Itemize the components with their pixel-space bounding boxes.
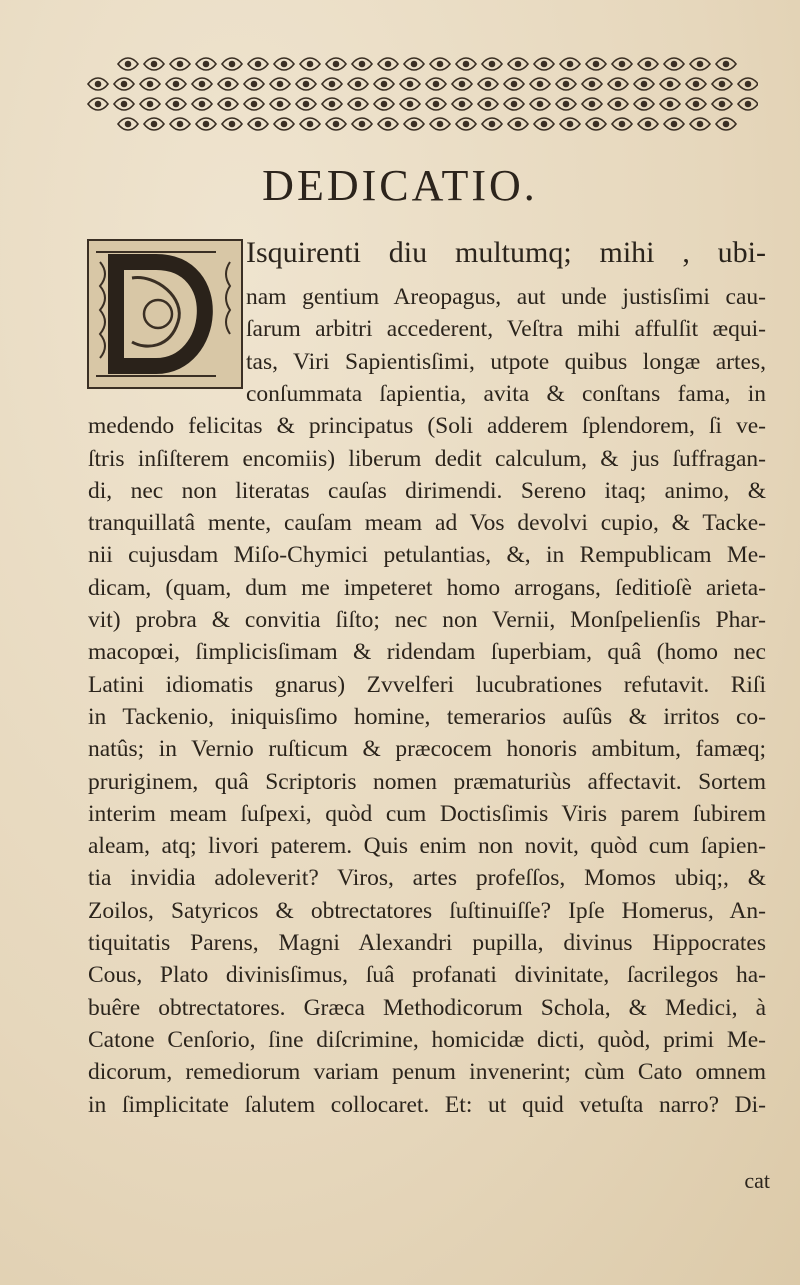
text-line: vit) probra & convitia ſiſto; nec non Vernii, Monſpelienſis Phar- [88,607,766,633]
text-line: interim meam ſuſpexi, quòd cum Doctisſimis Viris parem ſubirem [88,800,766,827]
text-line: conſummata ſapientia, avita & conſtans fama, in [246,380,766,407]
text-line: Latini idiomatis gnarus) Zvvelferi lucubrationes refutavit. Riſi [88,671,766,698]
text-line: buêre obtrectatores. Græca Methodicorum Schola, & Medici, à [88,994,766,1021]
text-line: Isquirenti diu multumq; mihi , ubi- [246,236,766,269]
text-line: tranquillatâ mente, cauſam meam ad Vos devolvi cupio, & Tacke- [88,510,766,537]
text-line: dicorum, remediorum variam penum invenerint; cùm Cato omnem [88,1059,766,1086]
text-line: tiquitatis Parens, Magni Alexandri pupilla, divinus Hippocrates [88,930,766,956]
text-line: tia invidia adoleverit? Viros, artes profeſſos, Momos ubiq;, & [88,865,766,892]
text-line: in ſimplicitate ſalutem collocaret. Et: ut quid vetuſta narro? Di- [88,1091,766,1118]
text-line: dicam, (quam, dum me impeteret homo arrogans, ſeditioſè arieta- [88,574,766,601]
text-line: tas, Viri Sapientisſimi, utpote quibus longæ artes, [246,348,766,375]
text-line: natûs; in Vernio ruſticum & præcocem honoris ambitum, famæq; [88,736,766,763]
page-title: DEDICATIO. [262,161,538,210]
text-line: in Tackenio, iniquisſimo homine, temerarios auſûs & irritos co- [88,703,766,730]
text-line: Cous, Plato divinisſimus, ſuâ profanati divinitate, ſacrilegos ha- [88,962,766,989]
text-line: medendo felicitas & principatus (Soli adderem ſplendorem, ſi ve- [88,413,766,440]
text-line: aleam, atq; livori paterem. Quis enim non novit, quòd cum ſapien- [88,833,766,860]
text-line: di, nec non literatas cauſas dirimendi. Sereno itaq; animo, & [88,477,766,504]
text-line: macopœi, ſimplicisſimam & ridendam ſuperbiam, quâ (homo nec [88,639,766,666]
text-line: nii cujusdam Miſo-Chymici petulantias, &, in Rempublicam Me- [88,542,766,569]
decorated-initial-d-icon [86,238,244,390]
text-line: Zoilos, Satyricos & obtrectatores ſuſtinuiſſe? Ipſe Homerus, An- [88,897,766,924]
text-line: ſarum arbitri accederent, Veſtra mihi affulſit æqui- [246,316,766,343]
text-line: ſtris inſiſterem encomiis) liberum dedit calculum, & jus ſuffragan- [88,445,766,472]
text-line: Catone Cenſorio, ſine diſcrimine, homicidæ dicti, quòd, primi Me- [88,1026,766,1053]
text-line: pruriginem, quâ Scriptoris nomen præmaturiùs affectavit. Sortem [88,768,766,795]
floral-headpiece-ornament-icon [78,50,758,140]
catchword: cat [744,1168,770,1193]
text-line: nam gentium Areopagus, aut unde justisſimi cau- [246,284,766,310]
